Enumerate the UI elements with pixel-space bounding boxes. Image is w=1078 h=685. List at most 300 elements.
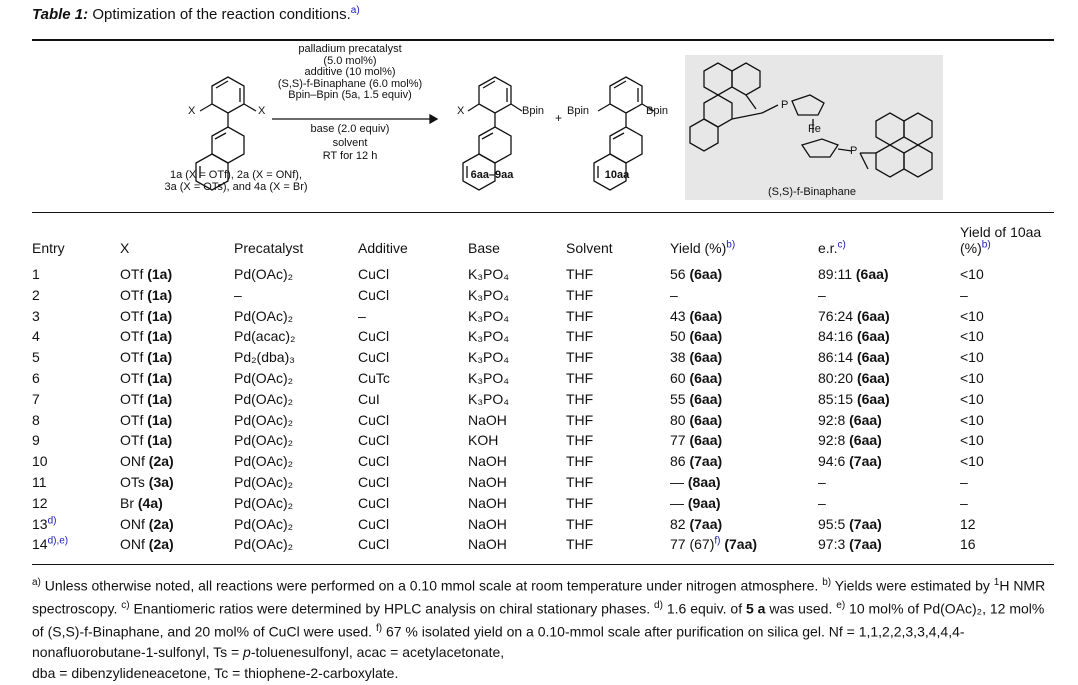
fn-nmr-sup: 1 xyxy=(993,577,1000,588)
x-value: OTf xyxy=(120,286,144,303)
yield-value: — xyxy=(670,494,684,511)
cell-er xyxy=(818,534,960,555)
cell-er xyxy=(818,347,960,368)
cell-entry xyxy=(32,389,120,410)
x-compound: (1a) xyxy=(147,286,173,303)
cell-x xyxy=(120,368,234,389)
fn-d-bold: 5 a xyxy=(745,600,766,617)
product-label: 6aa–9aa xyxy=(470,169,514,181)
cell-additive: – xyxy=(358,307,366,324)
caption-note: a) xyxy=(350,5,360,16)
cell-precatalyst: Pd(OAc)₂ xyxy=(234,390,294,407)
yield-compound: (7aa) xyxy=(689,453,723,470)
cond-line-4: (S,S)-f-Binaphane (6.0 mol%) xyxy=(277,77,423,90)
entry-value: 1 xyxy=(32,266,40,282)
x-compound: (1a) xyxy=(147,266,173,282)
x-value: ONf xyxy=(120,536,145,553)
cell-base: NaOH xyxy=(468,536,507,553)
yield-value: 38 xyxy=(670,349,686,366)
ligand-p-left: P xyxy=(781,99,789,111)
er-value: 94:6 xyxy=(818,453,846,470)
cell-er xyxy=(818,262,960,285)
caption-label: Table 1: xyxy=(32,6,89,23)
table-row xyxy=(32,347,1054,368)
cell-entry xyxy=(32,368,120,389)
cell-er xyxy=(818,493,960,514)
yield-value: 80 xyxy=(670,411,686,428)
yield-compound: (6aa) xyxy=(689,432,723,449)
cell-er xyxy=(818,514,960,535)
cell-base: KOH xyxy=(468,432,499,449)
entry-note: d),e) xyxy=(47,535,69,547)
fn-e-text: 10 mol% of Pd(OAc)₂, 12 mol% of (S,S)-f-Binaphane, and 20 mol% of CuCl were used. xyxy=(32,600,1045,640)
plus-sign: + xyxy=(555,111,563,125)
x-value: OTs xyxy=(120,473,145,490)
cell-yield10: <10 xyxy=(960,369,984,386)
x-compound: (1a) xyxy=(147,307,173,324)
x-compound: (2a) xyxy=(148,453,174,470)
cell-yield xyxy=(670,472,818,493)
cell-entry xyxy=(32,534,120,555)
x-value: OTf xyxy=(120,307,144,324)
cell-base: K₃PO₄ xyxy=(468,286,509,303)
yield-compound: (6aa) xyxy=(689,390,723,407)
cell-entry xyxy=(32,306,120,327)
cond-line-2: (5.0 mol%) xyxy=(323,54,377,67)
cell-solvent: THF xyxy=(566,349,594,366)
cond-below-1: base (2.0 equiv) xyxy=(310,123,390,135)
cell-yield10: <10 xyxy=(960,390,984,407)
entry-value: 11 xyxy=(32,473,47,490)
cell-precatalyst: Pd(acac)₂ xyxy=(234,328,296,345)
cell-er xyxy=(818,410,960,431)
entry-value: 13 xyxy=(32,515,48,532)
yield-value: 60 xyxy=(670,369,686,386)
entry-value: 5 xyxy=(32,349,40,366)
col-yield-text: Yield (%) xyxy=(670,240,727,256)
cell-base: K₃PO₄ xyxy=(468,369,509,386)
yield-compound: (8aa) xyxy=(687,473,721,490)
yield-value: — xyxy=(670,473,684,490)
fn-d-mark: d) xyxy=(654,600,663,612)
x-compound: (2a) xyxy=(148,515,174,532)
cell-yield xyxy=(670,285,818,306)
er-value: – xyxy=(818,473,826,490)
cell-additive: CuCl xyxy=(358,515,390,532)
cell-er xyxy=(818,368,960,389)
entry-value: 8 xyxy=(32,411,40,428)
cell-precatalyst: Pd(OAc)₂ xyxy=(234,515,294,532)
fn-last-line: dba = dibenzylideneacetone, Tc = thiophene-2-carboxylate. xyxy=(32,664,399,681)
cell-er xyxy=(818,451,960,472)
entry-note: d) xyxy=(47,514,57,526)
entry-value: 4 xyxy=(32,328,40,345)
x-value: OTf xyxy=(120,328,144,345)
er-value: 92:8 xyxy=(818,432,846,449)
sm-x-right: X xyxy=(258,105,266,117)
er-compound: (7aa) xyxy=(849,453,882,470)
yield-value: 82 xyxy=(670,515,686,532)
table-row xyxy=(32,326,1054,347)
yield-value: 55 xyxy=(670,390,686,407)
entry-value: 2 xyxy=(32,286,40,303)
cell-additive: CuCl xyxy=(358,473,390,490)
cell-entry xyxy=(32,514,120,535)
table-row xyxy=(32,285,1054,306)
er-compound: (6aa) xyxy=(855,266,889,282)
yield-compound: (6aa) xyxy=(689,349,723,366)
er-value: 85:15 xyxy=(818,390,854,407)
cell-yield10: – xyxy=(960,494,968,511)
yield-compound: (7aa) xyxy=(724,536,758,553)
cell-yield10: <10 xyxy=(960,432,984,449)
cell-yield xyxy=(670,451,818,472)
entry-value: 3 xyxy=(32,307,40,324)
x-compound: (1a) xyxy=(147,390,173,407)
bottom-rule xyxy=(32,564,1054,565)
entry-value: 7 xyxy=(32,390,40,407)
er-value: – xyxy=(818,494,826,511)
cell-precatalyst: Pd(OAc)₂ xyxy=(234,536,294,553)
cell-yield10: 16 xyxy=(960,536,976,553)
er-compound: (6aa) xyxy=(856,349,890,366)
byproduct-bpin-right: Bpin xyxy=(646,105,669,117)
cell-entry xyxy=(32,326,120,347)
cell-er xyxy=(818,326,960,347)
byproduct-bpin-left: Bpin xyxy=(567,105,590,117)
cond-line-1: palladium precatalyst xyxy=(298,43,402,55)
col-yield10 xyxy=(960,218,1054,262)
footnotes xyxy=(32,573,1054,683)
cell-yield xyxy=(670,514,818,535)
cell-er xyxy=(818,472,960,493)
col-precatalyst: Precatalyst xyxy=(234,240,304,256)
cell-yield xyxy=(670,262,818,285)
yield-value: 77 (67) xyxy=(670,536,715,553)
cell-yield10: <10 xyxy=(960,411,984,428)
entry-value: 10 xyxy=(32,453,48,470)
sm-caption-2: 3a (X = OTs), and 4a (X = Br) xyxy=(164,181,308,193)
cell-precatalyst: Pd₂(dba)₃ xyxy=(234,349,295,366)
cell-solvent: THF xyxy=(566,266,594,282)
cell-solvent: THF xyxy=(566,369,594,386)
col-yield10-text: Yield of 10aa (%) xyxy=(960,224,1042,256)
cell-solvent: THF xyxy=(566,536,594,553)
cell-x xyxy=(120,410,234,431)
table-row xyxy=(32,262,1054,285)
yield-value: 50 xyxy=(670,328,686,345)
x-value: OTf xyxy=(120,369,144,386)
cell-base: NaOH xyxy=(468,453,507,470)
er-compound: (6aa) xyxy=(856,328,890,345)
product-bpin: Bpin xyxy=(522,105,545,117)
cell-er xyxy=(818,306,960,327)
x-compound: (2a) xyxy=(148,536,174,553)
cell-er xyxy=(818,285,960,306)
cell-x xyxy=(120,285,234,306)
cell-x xyxy=(120,326,234,347)
cell-yield10: <10 xyxy=(960,307,984,324)
cell-precatalyst: Pd(OAc)₂ xyxy=(234,432,294,449)
entry-value: 12 xyxy=(32,494,48,511)
er-value: 84:16 xyxy=(818,328,854,345)
x-compound: (1a) xyxy=(147,411,173,428)
yield-compound: (6aa) xyxy=(689,411,723,428)
fn-c-mark: c) xyxy=(121,600,130,612)
sm-x-left: X xyxy=(188,105,196,117)
table-row xyxy=(32,430,1054,451)
fn-d-text2: was used. xyxy=(765,600,837,617)
entry-value: 6 xyxy=(32,369,40,386)
x-value: OTf xyxy=(120,432,144,449)
cell-yield xyxy=(670,306,818,327)
cell-x xyxy=(120,534,234,555)
col-er-note: c) xyxy=(837,239,846,251)
cell-additive: CuCl xyxy=(358,432,390,449)
er-value: 97:3 xyxy=(818,536,846,553)
byproduct-label: 10aa xyxy=(604,169,630,181)
col-additive: Additive xyxy=(358,240,408,256)
col-er xyxy=(818,218,960,262)
table-row xyxy=(32,368,1054,389)
er-compound: (6aa) xyxy=(856,390,890,407)
x-compound: (1a) xyxy=(147,369,173,386)
table-row xyxy=(32,514,1054,535)
cell-yield xyxy=(670,389,818,410)
er-value: 95:5 xyxy=(818,515,846,532)
cell-precatalyst: Pd(OAc)₂ xyxy=(234,494,294,511)
cell-precatalyst: Pd(OAc)₂ xyxy=(234,369,294,386)
yield-compound: (6aa) xyxy=(689,266,723,282)
cell-yield10: 12 xyxy=(960,515,976,532)
cond-below-2: solvent xyxy=(332,136,368,149)
cell-yield xyxy=(670,347,818,368)
cell-precatalyst: – xyxy=(234,286,242,303)
caption-text: Optimization of the reaction conditions. xyxy=(92,6,351,23)
conditions-above xyxy=(250,44,450,102)
col-yield xyxy=(670,218,818,262)
fn-b-text: Yields were estimated by xyxy=(831,577,994,594)
cond-line-5: Bpin–Bpin (5a, 1.5 equiv) xyxy=(288,89,412,101)
er-value: – xyxy=(818,286,826,303)
cell-additive: CuTc xyxy=(358,369,390,386)
x-value: OTf xyxy=(120,411,144,428)
cell-solvent: THF xyxy=(566,390,594,407)
yield-value: 86 xyxy=(670,453,686,470)
cell-additive: CuCl xyxy=(358,411,390,428)
cell-precatalyst: Pd(OAc)₂ xyxy=(234,307,294,324)
cell-additive: CuI xyxy=(358,390,380,407)
table-caption xyxy=(32,5,360,23)
cell-x xyxy=(120,347,234,368)
col-x: X xyxy=(120,240,130,256)
cell-entry xyxy=(32,285,120,306)
cell-yield10: <10 xyxy=(960,328,984,345)
yield-compound: (6aa) xyxy=(689,328,723,345)
er-compound: (6aa) xyxy=(856,307,890,324)
fn-nmr-text: H NMR spectroscopy. xyxy=(32,577,1046,617)
cell-precatalyst: Pd(OAc)₂ xyxy=(234,473,294,490)
cell-yield xyxy=(670,534,818,555)
cell-x xyxy=(120,430,234,451)
table-row xyxy=(32,534,1054,555)
cell-precatalyst: Pd(OAc)₂ xyxy=(234,266,294,282)
yield-compound: (7aa) xyxy=(689,515,723,532)
cell-solvent: THF xyxy=(566,453,594,470)
cell-additive: CuCl xyxy=(358,536,390,553)
er-value: 89:11 xyxy=(818,266,852,282)
yield-compound: (6aa) xyxy=(689,369,723,386)
fn-ts-italic: p xyxy=(243,644,251,661)
cell-solvent: THF xyxy=(566,411,594,428)
conditions-below xyxy=(250,123,450,164)
entry-value: 14 xyxy=(32,536,48,553)
col-yield10-note: b) xyxy=(981,239,991,251)
cell-additive: CuCl xyxy=(358,328,390,345)
cell-additive: CuCl xyxy=(358,494,390,511)
er-value: 92:8 xyxy=(818,411,846,428)
x-compound: (4a) xyxy=(137,494,163,511)
fn-a-mark: a) xyxy=(32,577,41,588)
yield-compound: (6aa) xyxy=(689,307,723,324)
fn-b-mark: b) xyxy=(822,577,832,588)
yield-value: 43 xyxy=(670,307,686,324)
cell-yield xyxy=(670,326,818,347)
table-row xyxy=(32,410,1054,431)
table-row xyxy=(32,472,1054,493)
cell-base: NaOH xyxy=(468,473,507,490)
er-value: 86:14 xyxy=(818,349,854,366)
cell-base: NaOH xyxy=(468,515,507,532)
cell-yield xyxy=(670,368,818,389)
fn-ts-text: -toluenesulfonyl, acac = acetylacetonate, xyxy=(250,644,505,661)
cell-base: K₃PO₄ xyxy=(468,349,509,366)
sm-caption-1: 1a (X = OTf), 2a (X = ONf), xyxy=(169,169,303,181)
x-value: OTf xyxy=(120,390,144,407)
fn-d-text1: 1.6 equiv. of xyxy=(662,600,746,617)
cell-entry xyxy=(32,262,120,285)
cell-x xyxy=(120,306,234,327)
entry-value: 9 xyxy=(32,432,40,449)
cell-solvent: THF xyxy=(566,473,594,490)
x-compound: (1a) xyxy=(147,432,173,449)
cell-x xyxy=(120,472,234,493)
yield-value: – xyxy=(670,286,678,303)
cond-below-3: RT for 12 h xyxy=(322,150,378,162)
fn-a-text: Unless otherwise noted, all reactions were performed on a 0.10 mmol scale at room temperature under nitrogen atmosphere. xyxy=(40,577,823,594)
sm-caption xyxy=(136,169,336,193)
cell-solvent: THF xyxy=(566,328,594,345)
ligand-label: (S,S)-f-Binaphane xyxy=(767,186,857,198)
cell-precatalyst: Pd(OAc)₂ xyxy=(234,411,294,428)
er-compound: (7aa) xyxy=(849,536,882,553)
cell-solvent: THF xyxy=(566,286,594,303)
x-value: Br xyxy=(120,494,134,511)
cond-line-3: additive (10 mol%) xyxy=(304,66,396,78)
cell-entry xyxy=(32,472,120,493)
cell-entry xyxy=(32,451,120,472)
cell-er xyxy=(818,430,960,451)
cell-yield xyxy=(670,410,818,431)
table-row xyxy=(32,451,1054,472)
ligand-fe: Fe xyxy=(808,123,821,135)
reaction-scheme xyxy=(32,41,1054,211)
x-compound: (3a) xyxy=(148,473,174,490)
cell-base: K₃PO₄ xyxy=(468,266,509,282)
cell-entry xyxy=(32,347,120,368)
col-yield-note: b) xyxy=(726,239,736,251)
x-value: OTf xyxy=(120,349,144,366)
cell-yield10: – xyxy=(960,473,968,490)
er-value: 76:24 xyxy=(818,307,854,324)
cell-solvent: THF xyxy=(566,432,594,449)
cell-solvent: THF xyxy=(566,494,594,511)
x-value: OTf xyxy=(120,266,144,282)
product-x: X xyxy=(457,105,465,117)
yield-note: f) xyxy=(714,535,721,547)
cell-entry xyxy=(32,430,120,451)
col-solvent: Solvent xyxy=(566,240,613,256)
cell-precatalyst: Pd(OAc)₂ xyxy=(234,453,294,470)
table-body xyxy=(32,262,1054,555)
fn-e-mark: e) xyxy=(836,600,846,612)
x-compound: (1a) xyxy=(147,349,173,366)
cell-additive: CuCl xyxy=(358,266,390,282)
cell-x xyxy=(120,262,234,285)
fn-c-text: Enantiomeric ratios were determined by HPLC analysis on chiral stationary phases. xyxy=(129,600,655,617)
cell-entry xyxy=(32,410,120,431)
cell-entry xyxy=(32,493,120,514)
scheme-rule xyxy=(32,212,1054,213)
fn-f-mark: f) xyxy=(375,623,383,635)
cell-additive: CuCl xyxy=(358,349,390,366)
ligand-p-right: P xyxy=(850,145,858,157)
cell-base: K₃PO₄ xyxy=(468,307,509,324)
cell-yield10: <10 xyxy=(960,349,984,366)
cell-base: K₃PO₄ xyxy=(468,390,509,407)
cell-base: NaOH xyxy=(468,411,507,428)
yield-value: 56 xyxy=(670,266,686,282)
cell-additive: CuCl xyxy=(358,453,390,470)
cell-yield xyxy=(670,493,818,514)
cell-yield10: <10 xyxy=(960,266,984,282)
er-compound: (6aa) xyxy=(849,432,882,449)
cell-additive: CuCl xyxy=(358,286,390,303)
optimization-table xyxy=(32,218,1054,555)
col-er-text: e.r. xyxy=(818,240,838,256)
er-compound: (7aa) xyxy=(849,515,882,532)
cell-x xyxy=(120,514,234,535)
cell-base: NaOH xyxy=(468,494,507,511)
cell-solvent: THF xyxy=(566,307,594,324)
cell-solvent: THF xyxy=(566,515,594,532)
cell-yield10: – xyxy=(960,286,968,303)
x-value: ONf xyxy=(120,515,145,532)
cell-x xyxy=(120,493,234,514)
cell-er xyxy=(818,389,960,410)
table-row xyxy=(32,493,1054,514)
er-compound: (6aa) xyxy=(856,369,890,386)
er-value: 80:20 xyxy=(818,369,854,386)
cell-yield xyxy=(670,430,818,451)
ligand-structure xyxy=(690,63,932,177)
table-row xyxy=(32,306,1054,327)
cell-base: K₃PO₄ xyxy=(468,328,509,345)
fn-f-text: 67 % isolated yield on a 0.10-mmol scale after purification on silica gel. Nf = 1,1,2,2,3,3,4,4,4-nonafluorobutane-1-sulfonyl, Ts = xyxy=(32,623,965,661)
header-row xyxy=(32,218,1054,262)
col-entry: Entry xyxy=(32,240,65,256)
col-base: Base xyxy=(468,240,500,256)
